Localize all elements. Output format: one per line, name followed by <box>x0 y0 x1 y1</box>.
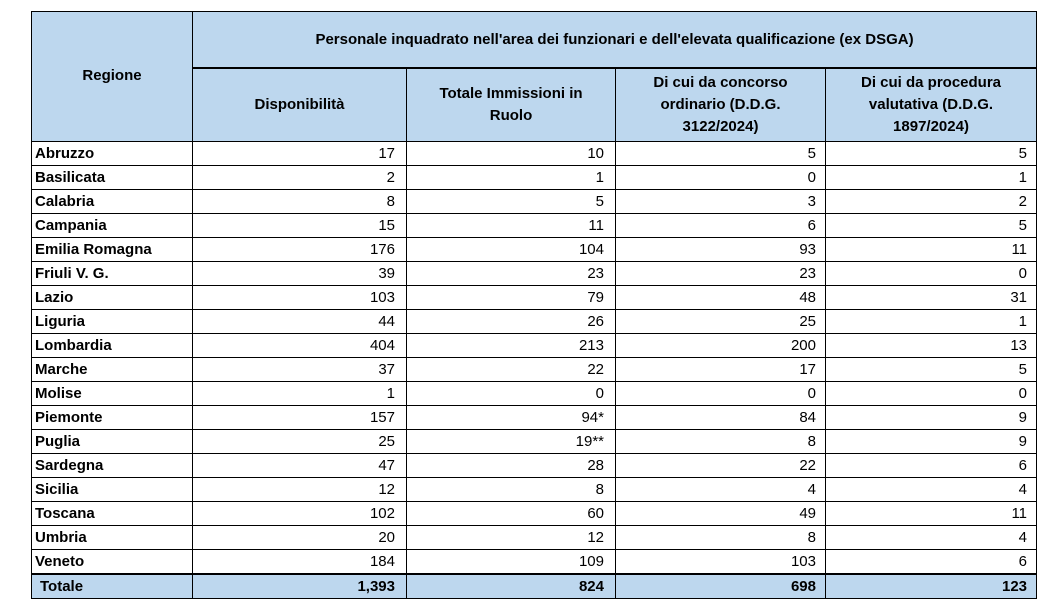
cell-disponibilita: 2 <box>193 166 407 190</box>
total-concorso: 698 <box>616 574 826 599</box>
region-cell: Puglia <box>32 430 193 454</box>
table-row <box>32 382 1037 406</box>
cell-disponibilita: 1 <box>193 382 407 406</box>
cell-immissioni: 213 <box>407 334 616 358</box>
cell-procedura: 2 <box>826 190 1037 214</box>
region-cell: Toscana <box>32 502 193 526</box>
cell-disponibilita: 184 <box>193 550 407 575</box>
cell-concorso: 0 <box>616 382 826 406</box>
cell-immissioni: 0 <box>407 382 616 406</box>
table-row <box>32 478 1037 502</box>
region-cell: Emilia Romagna <box>32 238 193 262</box>
cell-disponibilita: 176 <box>193 238 407 262</box>
region-cell: Abruzzo <box>32 142 193 166</box>
table-row <box>32 142 1037 166</box>
cell-disponibilita: 39 <box>193 262 407 286</box>
table-row <box>32 190 1037 214</box>
region-cell: Umbria <box>32 526 193 550</box>
cell-procedura: 6 <box>826 550 1037 575</box>
cell-procedura: 4 <box>826 526 1037 550</box>
table-body <box>32 142 1037 575</box>
cell-procedura: 5 <box>826 358 1037 382</box>
column-header-immissioni <box>407 68 616 142</box>
cell-immissioni: 26 <box>407 310 616 334</box>
region-cell: Marche <box>32 358 193 382</box>
region-cell: Basilicata <box>32 166 193 190</box>
column-header-line: ordinario (D.D.G. <box>660 96 781 113</box>
table-row <box>32 214 1037 238</box>
cell-immissioni: 11 <box>407 214 616 238</box>
cell-disponibilita: 44 <box>193 310 407 334</box>
cell-procedura: 13 <box>826 334 1037 358</box>
total-immissioni: 824 <box>407 574 616 599</box>
cell-concorso: 3 <box>616 190 826 214</box>
cell-immissioni: 10 <box>407 142 616 166</box>
cell-disponibilita: 404 <box>193 334 407 358</box>
cell-concorso: 25 <box>616 310 826 334</box>
cell-immissioni: 94* <box>407 406 616 430</box>
cell-immissioni: 22 <box>407 358 616 382</box>
table-row <box>32 406 1037 430</box>
cell-concorso: 6 <box>616 214 826 238</box>
region-cell: Sicilia <box>32 478 193 502</box>
region-cell: Molise <box>32 382 193 406</box>
region-cell: Campania <box>32 214 193 238</box>
cell-immissioni: 23 <box>407 262 616 286</box>
table-row <box>32 166 1037 190</box>
total-disponibilita: 1,393 <box>193 574 407 599</box>
column-header-line: Di cui da procedura <box>860 74 1002 91</box>
column-header-concorso <box>616 68 826 142</box>
region-cell: Calabria <box>32 190 193 214</box>
cell-concorso: 8 <box>616 526 826 550</box>
cell-immissioni: 5 <box>407 190 616 214</box>
header-row-group <box>32 12 1037 69</box>
region-cell: Liguria <box>32 310 193 334</box>
table-row <box>32 358 1037 382</box>
cell-procedura: 0 <box>826 262 1037 286</box>
table-row <box>32 454 1037 478</box>
cell-immissioni: 28 <box>407 454 616 478</box>
table-row <box>32 262 1037 286</box>
column-header-line: 1897/2024) <box>893 118 969 135</box>
cell-procedura: 6 <box>826 454 1037 478</box>
column-header-line: Di cui da concorso <box>653 74 788 91</box>
table-row <box>32 550 1037 575</box>
cell-procedura: 9 <box>826 406 1037 430</box>
cell-concorso: 49 <box>616 502 826 526</box>
group-header: Personale inquadrato nell'area dei funzionari e dell'elevata qualificazione (ex DSGA) <box>193 12 1037 69</box>
cell-concorso: 93 <box>616 238 826 262</box>
cell-procedura: 0 <box>826 382 1037 406</box>
cell-concorso: 0 <box>616 166 826 190</box>
cell-procedura: 1 <box>826 166 1037 190</box>
cell-procedura: 9 <box>826 430 1037 454</box>
column-header-procedura <box>826 68 1037 142</box>
cell-concorso: 200 <box>616 334 826 358</box>
table-row <box>32 238 1037 262</box>
cell-disponibilita: 8 <box>193 190 407 214</box>
cell-immissioni: 12 <box>407 526 616 550</box>
cell-disponibilita: 157 <box>193 406 407 430</box>
region-cell: Piemonte <box>32 406 193 430</box>
region-header: Regione <box>32 12 193 142</box>
cell-disponibilita: 17 <box>193 142 407 166</box>
cell-concorso: 17 <box>616 358 826 382</box>
cell-procedura: 11 <box>826 238 1037 262</box>
cell-disponibilita: 102 <box>193 502 407 526</box>
total-label: Totale <box>32 574 193 599</box>
cell-concorso: 8 <box>616 430 826 454</box>
cell-concorso: 5 <box>616 142 826 166</box>
table-row <box>32 526 1037 550</box>
table-row <box>32 430 1037 454</box>
cell-immissioni: 104 <box>407 238 616 262</box>
column-header-line: 3122/2024) <box>682 118 759 135</box>
cell-disponibilita: 12 <box>193 478 407 502</box>
cell-immissioni: 8 <box>407 478 616 502</box>
region-cell: Friuli V. G. <box>32 262 193 286</box>
cell-disponibilita: 20 <box>193 526 407 550</box>
cell-procedura: 5 <box>826 214 1037 238</box>
cell-immissioni: 19** <box>407 430 616 454</box>
cell-concorso: 23 <box>616 262 826 286</box>
cell-immissioni: 60 <box>407 502 616 526</box>
cell-procedura: 4 <box>826 478 1037 502</box>
region-cell: Lazio <box>32 286 193 310</box>
total-procedura: 123 <box>826 574 1037 599</box>
table-row <box>32 310 1037 334</box>
column-header-disponibilita <box>193 68 407 142</box>
cell-immissioni: 109 <box>407 550 616 575</box>
column-header-line: Disponibilità <box>254 96 345 113</box>
cell-disponibilita: 25 <box>193 430 407 454</box>
cell-disponibilita: 47 <box>193 454 407 478</box>
column-header-line: Totale Immissioni in <box>439 85 583 102</box>
table-row <box>32 286 1037 310</box>
staff-table <box>31 11 1037 599</box>
column-header-line: valutativa (D.D.G. <box>868 96 994 113</box>
region-cell: Sardegna <box>32 454 193 478</box>
cell-disponibilita: 103 <box>193 286 407 310</box>
cell-concorso: 22 <box>616 454 826 478</box>
cell-disponibilita: 37 <box>193 358 407 382</box>
cell-procedura: 5 <box>826 142 1037 166</box>
cell-procedura: 31 <box>826 286 1037 310</box>
cell-procedura: 1 <box>826 310 1037 334</box>
cell-concorso: 48 <box>616 286 826 310</box>
table-row <box>32 334 1037 358</box>
cell-concorso: 103 <box>616 550 826 575</box>
region-cell: Veneto <box>32 550 193 575</box>
cell-concorso: 4 <box>616 478 826 502</box>
region-cell: Lombardia <box>32 334 193 358</box>
cell-immissioni: 79 <box>407 286 616 310</box>
cell-disponibilita: 15 <box>193 214 407 238</box>
total-row <box>32 574 1037 599</box>
table-row <box>32 502 1037 526</box>
column-header-line: Ruolo <box>489 107 533 124</box>
cell-concorso: 84 <box>616 406 826 430</box>
cell-procedura: 11 <box>826 502 1037 526</box>
cell-immissioni: 1 <box>407 166 616 190</box>
